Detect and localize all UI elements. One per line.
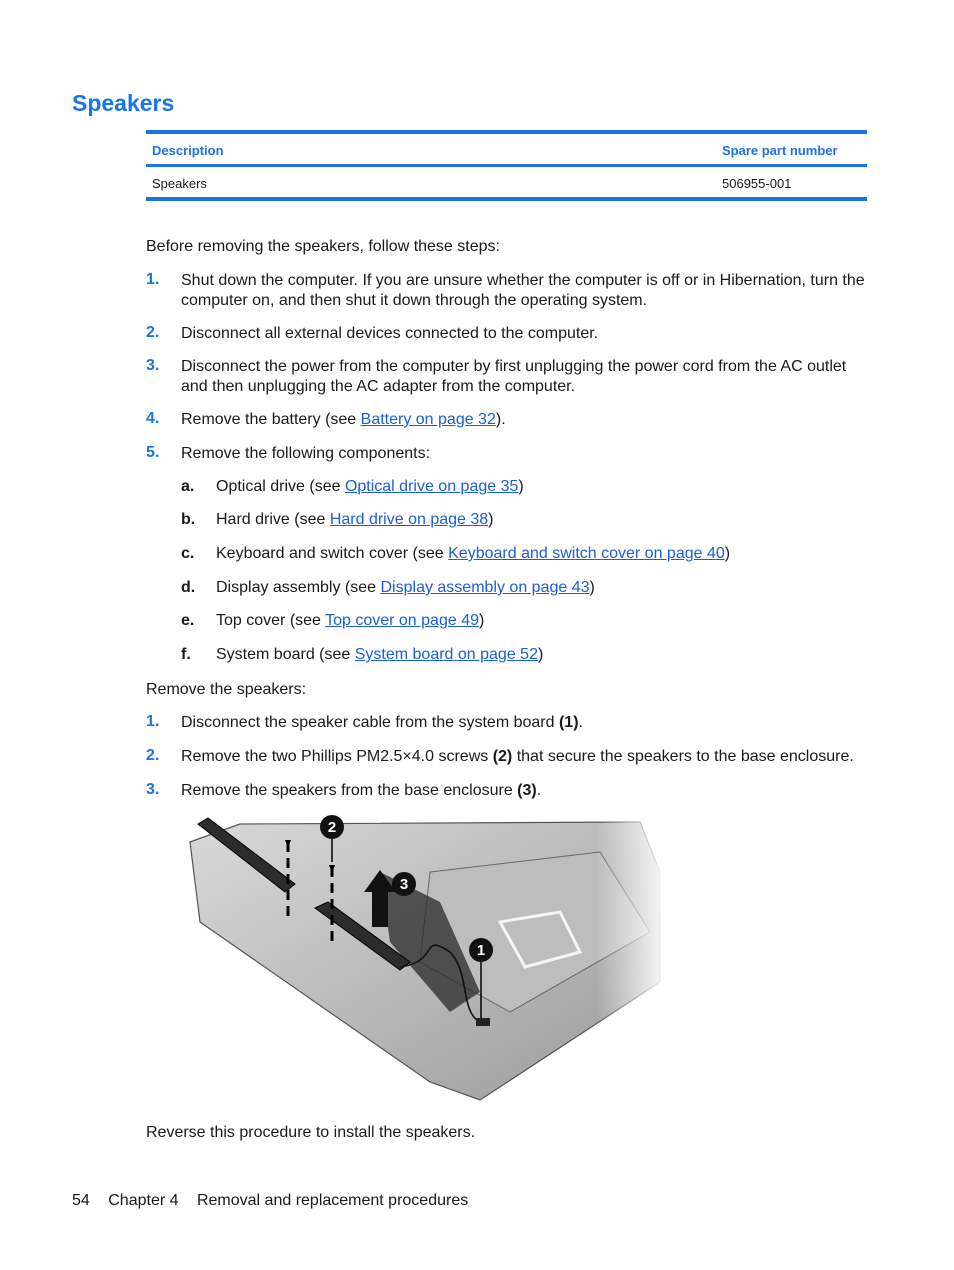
step-number: 4. [146, 410, 160, 427]
step-text-post: ). [495, 411, 506, 428]
table-rule-bottom [146, 197, 867, 201]
sub-letter: d. [181, 579, 196, 596]
item-post: ) [518, 478, 524, 495]
step-post: that secure the speakers to the base enclosure. [512, 748, 854, 765]
item-post: ) [724, 545, 731, 562]
sub-letter: f. [181, 646, 191, 663]
section-label: Removal and replacement procedures [196, 1192, 469, 1209]
step-pre: Remove the two Phillips PM2.5×4.0 screws [181, 748, 493, 765]
page-footer [72, 1192, 482, 1210]
step-text: Remove the following components: [181, 445, 431, 462]
step-pre: Remove the speakers from the base enclosure [181, 782, 518, 799]
keyboard-link[interactable]: Keyboard and switch cover on page 40 [448, 545, 725, 562]
step-text [181, 410, 871, 430]
step-text: Shut down the computer. If you are unsure whether the computer is off or in Hibernation, turn the computer on, and then shut it down through the operating system. [181, 272, 865, 309]
sub-letter: a. [181, 478, 195, 495]
battery-link[interactable]: Battery on page 32 [360, 411, 496, 428]
cell-spare-part-number: 506955-001 [722, 176, 792, 191]
optical-drive-link[interactable]: Optical drive on page 35 [344, 478, 519, 495]
item-pre: Keyboard and switch cover (see [216, 545, 449, 562]
list-item [216, 612, 484, 630]
item-pre: System board (see [216, 646, 355, 663]
step-post: . [536, 782, 542, 799]
top-cover-link[interactable]: Top cover on page 49 [325, 612, 479, 629]
step-text [181, 713, 871, 733]
hard-drive-link[interactable]: Hard drive on page 38 [329, 511, 489, 528]
table-row [146, 167, 867, 197]
step-number: 3. [146, 781, 160, 798]
step-text [181, 747, 871, 767]
speaker-removal-illustration [180, 812, 670, 1102]
spare-parts-table [146, 130, 867, 201]
step-post: . [578, 714, 583, 731]
step-number: 1. [146, 713, 160, 730]
step-text [181, 781, 871, 801]
step-number: 1. [146, 271, 160, 288]
system-board-link[interactable]: System board on page 52 [354, 646, 538, 663]
intro-text: Before removing the speakers, follow these steps: [146, 238, 500, 255]
table-header-row [146, 134, 867, 164]
step-text: Disconnect all external devices connected to the computer. [181, 325, 599, 342]
step-number: 3. [146, 357, 160, 374]
sub-letter: c. [181, 545, 195, 562]
list-item [216, 646, 543, 664]
step-number: 2. [146, 324, 160, 341]
sub-letter: e. [181, 612, 195, 629]
header-description: Description [152, 143, 224, 158]
page-title: Speakers [72, 90, 175, 116]
list-item [216, 545, 730, 563]
step-number: 5. [146, 444, 160, 461]
callout-ref: (1) [558, 714, 579, 731]
step-text-pre: Remove the battery (see [181, 411, 361, 428]
item-post: ) [488, 511, 494, 528]
sub-letter: b. [181, 511, 196, 528]
item-post: ) [478, 612, 485, 629]
closing-text: Reverse this procedure to install the speakers. [146, 1124, 476, 1141]
item-post: ) [589, 579, 595, 596]
list-item [216, 579, 595, 597]
item-post: ) [537, 646, 544, 663]
item-pre: Optical drive (see [216, 478, 345, 495]
item-pre: Top cover (see [216, 612, 326, 629]
header-spare-part-number: Spare part number [722, 143, 838, 158]
list-item [216, 511, 493, 529]
chapter-label: Chapter 4 [108, 1192, 179, 1209]
step-number: 2. [146, 747, 160, 764]
page-number: 54 [72, 1192, 90, 1209]
callout-ref: (3) [517, 782, 537, 799]
item-pre: Display assembly (see [216, 579, 381, 596]
remove-intro: Remove the speakers: [146, 681, 307, 698]
display-assembly-link[interactable]: Display assembly on page 43 [380, 579, 590, 596]
callout-ref: (2) [492, 748, 513, 765]
list-item [216, 478, 524, 496]
cell-description: Speakers [152, 176, 207, 191]
step-pre: Disconnect the speaker cable from the system board [181, 714, 559, 731]
step-text: Disconnect the power from the computer by first unplugging the power cord from the AC outlet and then unplugging the AC adapter from the computer. [181, 358, 847, 395]
item-pre: Hard drive (see [216, 511, 330, 528]
image-fade [180, 812, 670, 1102]
